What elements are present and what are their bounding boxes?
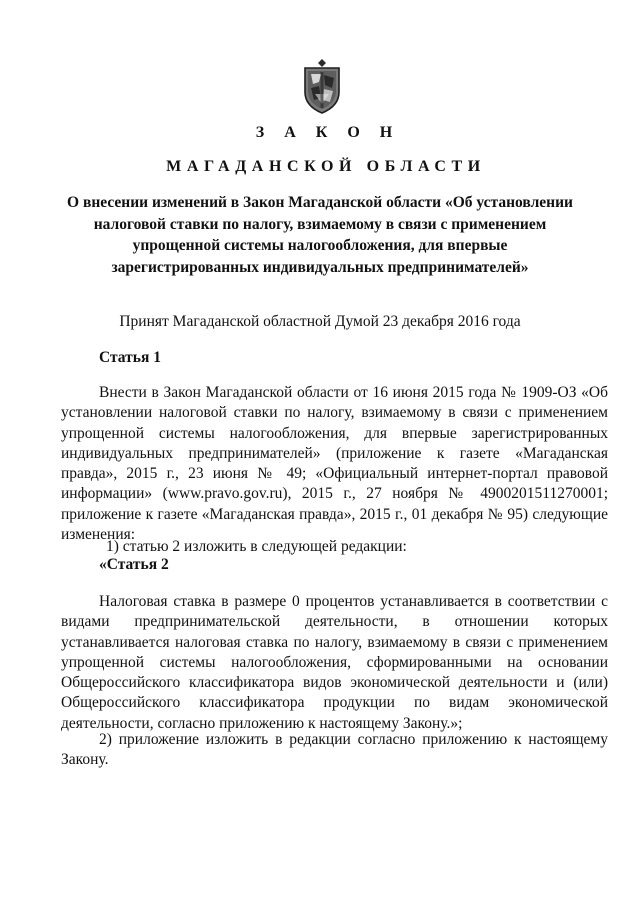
article-2-heading: «Статья 2 <box>99 556 169 573</box>
region-title: МАГАДАНСКОЙ ОБЛАСТИ <box>166 158 486 175</box>
item-1: 1) статью 2 изложить в следующей редакции: <box>106 538 407 555</box>
item-2: 2) приложение изложить в редакции согласно приложению к настоящему Закону. <box>61 731 608 769</box>
law-heading: О внесении изменений в Закон Магаданской области «Об установлении налоговой ставки по налогу, взимаемому в связи с применением упрощенной системы налогообложения, для впервые зарегистрированных индивидуальных предпринимателей» <box>67 194 573 276</box>
coat-of-arms-icon <box>299 58 345 114</box>
article-1-heading: Статья 1 <box>99 349 161 366</box>
article-1-text: Внести в Закон Магаданской области от 16 июня 2015 года № 1909-ОЗ «Об установлении налоговой ставки по налогу, взимаемому в связи с применением упрощенной системы налогообложения, для впервые зарегистрированных индивидуальных предпринимателей» (приложение к газете «Магаданская правда», 2015 г., 23 июня № 49; «Официальный интернет-портал правовой информации» (www.pravo.gov.ru), 2015 г., 27 ноября № 4900201511270001; приложение к газете «Магаданская правда», 2015 г., 01 декабря № 95) следующие изменения: <box>61 384 608 544</box>
adoption-line: Принят Магаданской областной Думой 23 декабря 2016 года <box>119 313 521 330</box>
article-2-text: Налоговая ставка в размере 0 процентов устанавливается в соответствии с видами предпринимательской деятельности, в отношении которых устанавливается налоговая ставка по налогу, взимаемому в связи с применением упрощенной системы налогообложения, сформированными на основании Общероссийского классификатора видов экономической деятельности и (или) Общероссийского классификатора продукции по видам экономической деятельности, согласно приложению к настоящему Закону.»; <box>61 593 608 732</box>
law-title: З А К О Н <box>255 124 401 141</box>
